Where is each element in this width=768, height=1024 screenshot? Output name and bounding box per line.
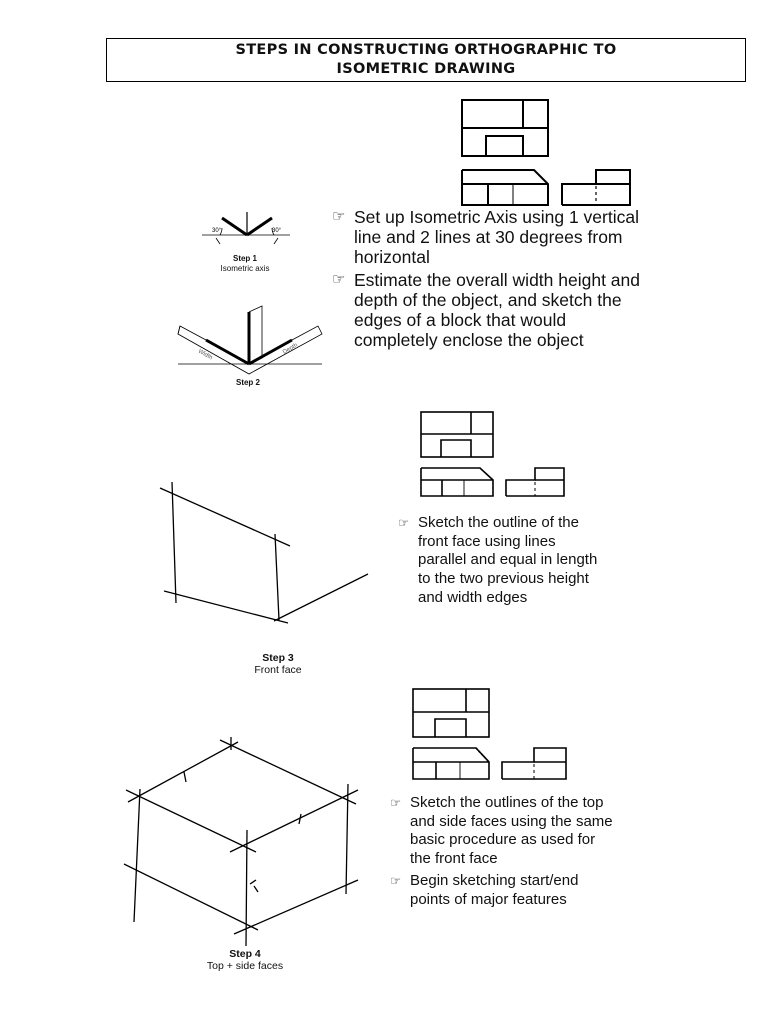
list-item: [390, 872, 618, 909]
bullets-group-1: [332, 207, 642, 350]
step3-caption-sub: Front face: [254, 664, 302, 676]
angle-label-left: 30°: [212, 228, 222, 234]
step3-caption: [238, 652, 318, 676]
step2-enclosing-block-figure: [172, 302, 332, 382]
orthographic-views-3: [410, 686, 570, 782]
orthographic-views-1: [458, 98, 636, 208]
front-view: [462, 170, 548, 205]
pointing-hand-icon: ☞: [332, 208, 346, 225]
bullets-group-3: [390, 794, 618, 909]
step4-top-side-faces-figure: [118, 734, 368, 949]
page-title: [106, 38, 746, 82]
orthographic-views-2: [418, 410, 570, 500]
bullet-text: Set up Isometric Axis using 1 vertical line and 2 lines at 30 degrees from horizontal: [354, 207, 639, 267]
pointing-hand-icon: ☞: [390, 796, 402, 810]
bullet-text: Sketch the outlines of the top and side faces using the same basic procedure as used for the front face: [410, 794, 613, 868]
depth-label: Depth: [282, 342, 299, 356]
side-view: [562, 170, 630, 205]
list-item: [390, 794, 618, 869]
step4-caption-title: Step 4: [229, 948, 261, 960]
pointing-hand-icon: ☞: [398, 516, 410, 530]
bullet-text: Estimate the overall width height and depth of the object, and sketch the edges of a block that would completely enclose the object: [354, 270, 640, 350]
step2-caption-title: Step 2: [235, 378, 260, 387]
pointing-hand-icon: ☞: [332, 271, 346, 288]
step4-caption-sub: Top + side faces: [206, 960, 284, 972]
step1-caption-sub: Isometric axis: [220, 264, 270, 273]
bullet-text: Begin sketching start/end points of major features: [410, 871, 579, 908]
step3-caption-title: Step 3: [262, 652, 294, 664]
list-item: [332, 207, 642, 267]
bullet-text: Sketch the outline of the front face using lines parallel and equal in length to the two previous height and width edges: [418, 514, 598, 606]
bullets-group-2: [398, 514, 608, 608]
step2-caption: [218, 378, 278, 388]
step4-caption: [190, 948, 300, 972]
step1-caption-title: Step 1: [232, 254, 257, 263]
list-item: [398, 514, 608, 608]
step3-front-face-figure: [150, 478, 375, 653]
angle-label-right: 30°: [272, 228, 282, 234]
step1-caption: [205, 254, 285, 274]
pointing-hand-icon: ☞: [390, 873, 402, 888]
width-label: Width: [197, 348, 214, 362]
list-item: [332, 270, 642, 350]
title-line-2: ISOMETRIC DRAWING: [336, 61, 516, 77]
title-line-1: STEPS IN CONSTRUCTING ORTHOGRAPHIC TO: [235, 42, 617, 58]
